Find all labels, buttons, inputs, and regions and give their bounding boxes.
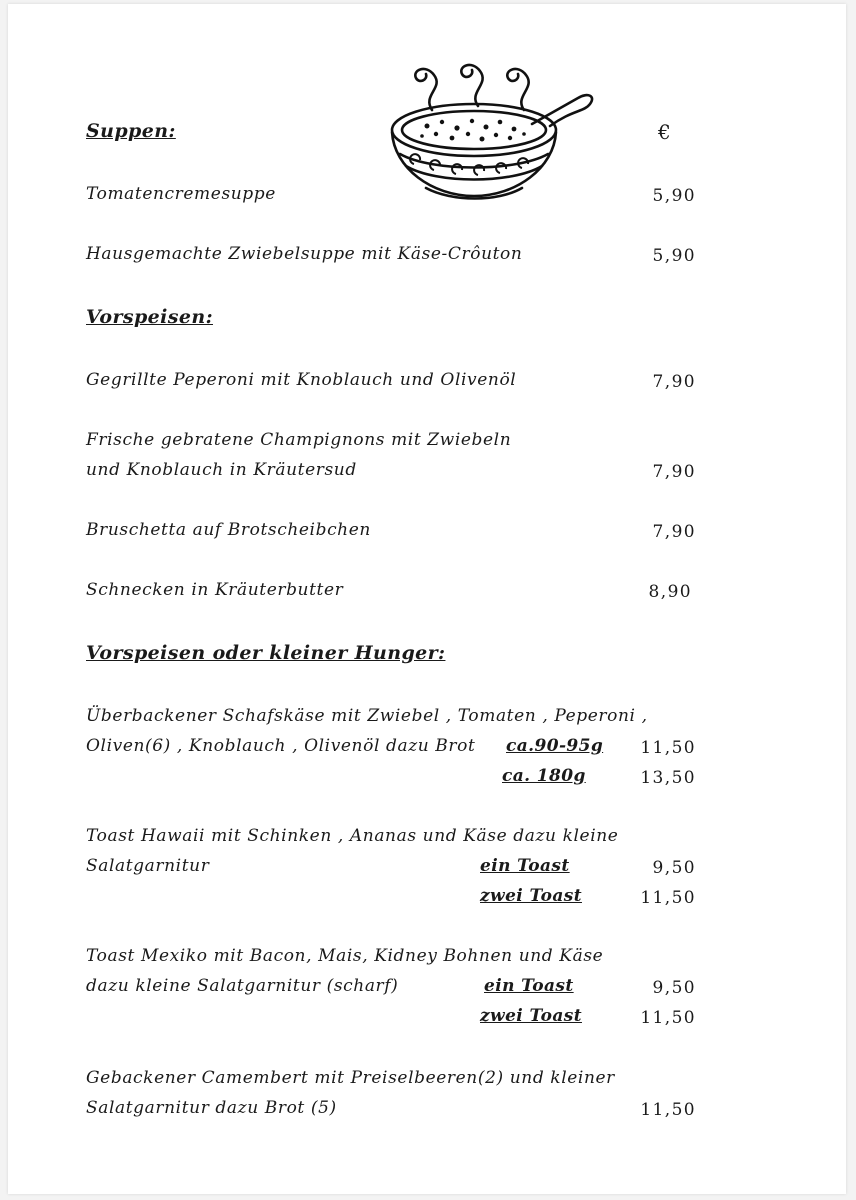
menu-item-name-line1: Frische gebratene Champignons mit Zwiebeln [86,430,512,450]
menu-item-name-line2: Salatgarnitur [86,856,210,876]
menu-item-name-line2: Oliven(6) , Knoblauch , Olivenöl dazu Brot [86,736,476,756]
menu-item-price: 11,50 [640,738,696,758]
menu-item-price: 13,50 [640,768,696,788]
menu-item-name-line1: Gebackener Camembert mit Preiselbeeren(2) und kleiner [86,1068,615,1088]
menu-item-price: 9,50 [652,978,696,998]
menu-item-name-line1: Toast Hawaii mit Schinken , Ananas und Käse dazu kleine [86,826,619,846]
menu-item-price: 5,90 [652,186,696,206]
menu-item-price: 5,90 [652,246,696,266]
menu-page [8,4,846,1194]
menu-item-name: Hausgemachte Zwiebelsuppe mit Käse-Crôuton [86,244,523,264]
portion-option-label: ca. 180g [502,766,586,786]
section-heading-kleiner-hunger: Vorspeisen oder kleiner Hunger: [86,642,446,664]
menu-item-name: Tomatencremesuppe [86,184,276,204]
portion-option-label: zwei Toast [480,1006,582,1026]
menu-item-name-line2: und Knoblauch in Kräutersud [86,460,357,480]
portion-option-label: ca.90-95g [506,736,604,756]
menu-item-name-line2: Salatgarnitur dazu Brot (5) [86,1098,337,1118]
menu-item-name-line2: dazu kleine Salatgarnitur (scharf) [86,976,399,996]
menu-item-name: Schnecken in Kräuterbutter [86,580,344,600]
menu-item-name-line1: Überbackener Schafskäse mit Zwiebel , Tomaten , Peperoni , [86,706,648,726]
portion-option-label: ein Toast [484,976,574,996]
menu-item-price: 8,90 [648,582,692,602]
menu-item-price: 7,90 [652,372,696,392]
menu-item-name-line1: Toast Mexiko mit Bacon, Mais, Kidney Bohnen und Käse [86,946,604,966]
section-heading-vorspeisen: Vorspeisen: [86,306,213,328]
currency-symbol: € [658,120,671,144]
menu-item-name: Gegrillte Peperoni mit Knoblauch und Olivenöl [86,370,517,390]
menu-item-price: 11,50 [640,888,696,908]
menu-item-price: 7,90 [652,522,696,542]
portion-option-label: zwei Toast [480,886,582,906]
portion-option-label: ein Toast [480,856,570,876]
menu-item-price: 9,50 [652,858,696,878]
menu-item-price: 11,50 [640,1100,696,1120]
menu-item-price: 11,50 [640,1008,696,1028]
menu-item-name: Bruschetta auf Brotscheibchen [86,520,371,540]
soup-bowl-illustration [382,50,602,206]
section-heading-suppen: Suppen: [86,120,176,142]
menu-item-price: 7,90 [652,462,696,482]
